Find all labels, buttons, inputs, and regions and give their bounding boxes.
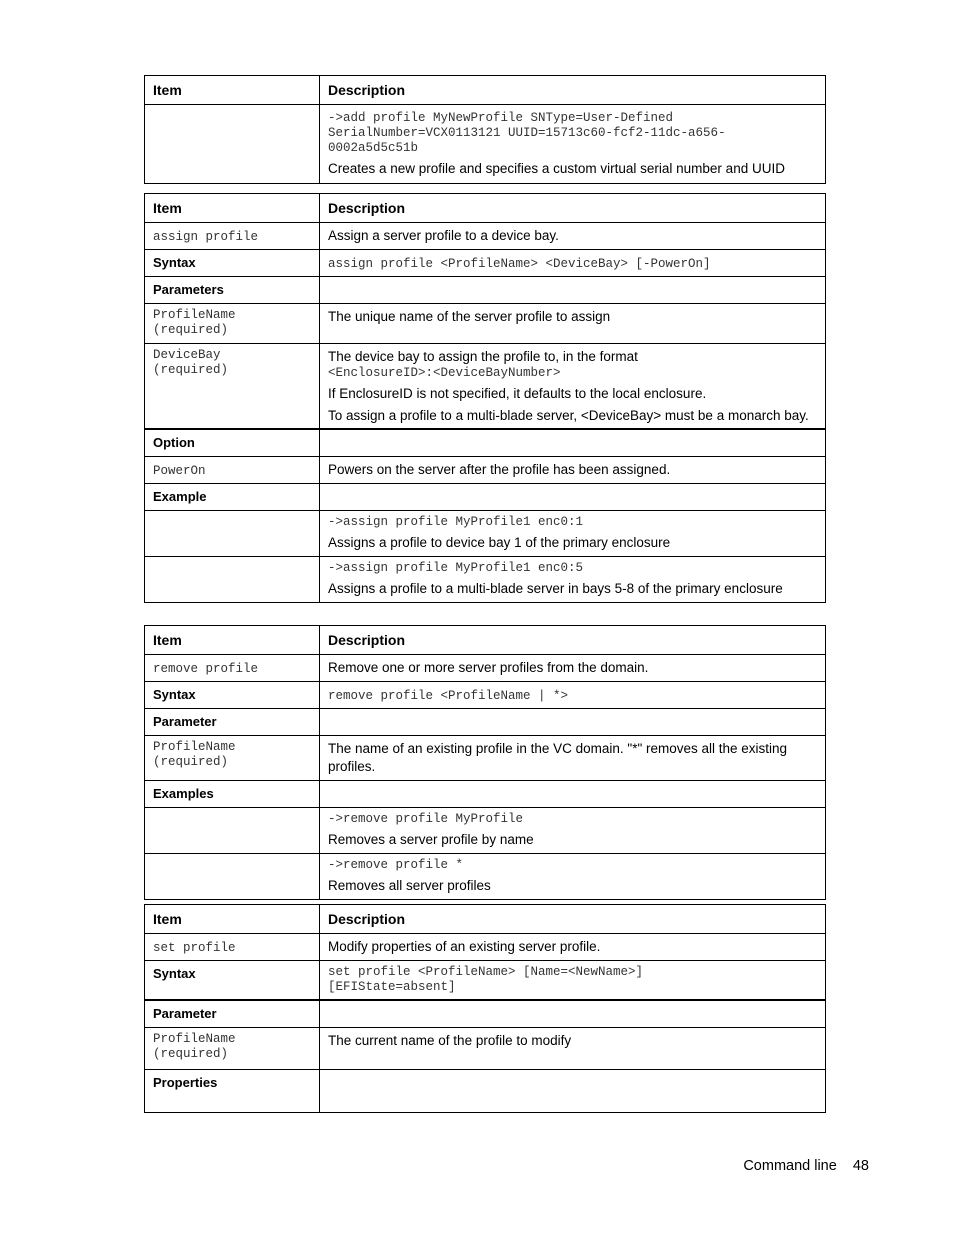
- param-name: ProfileName (required): [153, 308, 236, 337]
- param-description: The name of an existing profile in the VC domain. "*" removes all the existing profiles.: [328, 741, 788, 774]
- example-code: ->remove profile MyProfile: [328, 812, 524, 826]
- example-label: Example: [153, 489, 207, 504]
- example-text: Removes a server profile by name: [328, 832, 534, 847]
- table-row: [145, 105, 826, 184]
- example-text: Assigns a profile to a multi-blade server in bays 5-8 of the primary enclosure: [328, 581, 783, 596]
- syntax-value: assign profile <ProfileName> <DeviceBay> [-PowerOn]: [328, 257, 711, 271]
- example-code: ->remove profile *: [328, 858, 464, 872]
- header-item: Item: [145, 905, 320, 934]
- example-code: ->assign profile MyProfile1 enc0:1: [328, 515, 584, 529]
- example-text: Removes all server profiles: [328, 878, 491, 893]
- item-cell: [145, 105, 320, 184]
- header-item: Item: [145, 194, 320, 223]
- param-name: DeviceBay (required): [153, 348, 229, 377]
- example-label-row: [145, 484, 826, 511]
- header-description: Description: [320, 905, 826, 934]
- command-name: remove profile: [153, 662, 259, 676]
- param-note: If EnclosureID is not specified, it defaults to the local enclosure.: [328, 386, 707, 401]
- example-code: ->assign profile MyProfile1 enc0:5: [328, 561, 584, 575]
- syntax-label: Syntax: [153, 687, 196, 702]
- option-name: PowerOn: [153, 464, 206, 478]
- command-row: [145, 934, 826, 961]
- param-description: The unique name of the server profile to assign: [328, 309, 611, 324]
- command-description: Remove one or more server profiles from the domain.: [328, 660, 649, 675]
- example-code: ->add profile MyNewProfile SNType=User-Defined SerialNumber=VCX0113121 UUID=15713c60-fcf2-11dc-a656- 0002a5d5c51b: [328, 111, 726, 155]
- option-label: Option: [153, 435, 195, 450]
- header-item: Item: [145, 626, 320, 655]
- examples-label: Examples: [153, 786, 214, 801]
- syntax-row: [145, 961, 826, 1001]
- example-text: Creates a new profile and specifies a custom virtual serial number and UUID: [328, 161, 785, 176]
- syntax-label: Syntax: [153, 966, 196, 981]
- command-description: Modify properties of an existing server profile.: [328, 939, 601, 954]
- table-header-row: [145, 905, 826, 934]
- param-name: ProfileName (required): [153, 1032, 236, 1061]
- parameter-label-row: [145, 1000, 826, 1028]
- properties-label-row: [145, 1070, 826, 1113]
- header-item: Item: [145, 76, 320, 105]
- param-name: ProfileName (required): [153, 740, 236, 769]
- table-header-row: [145, 626, 826, 655]
- example-row: [145, 854, 826, 900]
- syntax-label: Syntax: [153, 255, 196, 270]
- param-description: The device bay to assign the profile to, in the format: [328, 349, 638, 364]
- parameter-label-row: [145, 709, 826, 736]
- add-profile-table-continued: [144, 75, 826, 184]
- command-name: set profile: [153, 941, 236, 955]
- set-profile-table: [144, 904, 826, 1113]
- syntax-row: [145, 250, 826, 277]
- syntax-row: [145, 682, 826, 709]
- example-row: [145, 808, 826, 854]
- command-name: assign profile: [153, 230, 259, 244]
- param-row: [145, 304, 826, 344]
- option-row: [145, 457, 826, 484]
- page-footer: [743, 1158, 869, 1174]
- parameters-label: Parameters: [153, 282, 224, 297]
- header-description: Description: [320, 194, 826, 223]
- parameter-label: Parameter: [153, 1006, 217, 1021]
- example-row: [145, 557, 826, 603]
- example-text: Assigns a profile to device bay 1 of the primary enclosure: [328, 535, 671, 550]
- remove-profile-table: [144, 625, 826, 900]
- option-description: Powers on the server after the profile has been assigned.: [328, 462, 671, 477]
- param-description: The current name of the profile to modify: [328, 1033, 572, 1048]
- footer-section-title: Command line: [743, 1158, 837, 1174]
- command-description: Assign a server profile to a device bay.: [328, 228, 559, 243]
- param-format-code: <EnclosureID>:<DeviceBayNumber>: [328, 366, 561, 380]
- syntax-value: set profile <ProfileName> [Name=<NewName>] [EFIState=absent]: [328, 965, 644, 994]
- option-label-row: [145, 429, 826, 457]
- param-row: [145, 1028, 826, 1070]
- param-note: To assign a profile to a multi-blade server, <DeviceBay> must be a monarch bay.: [328, 408, 809, 423]
- command-row: [145, 223, 826, 250]
- assign-profile-table: [144, 193, 826, 603]
- parameters-label-row: [145, 277, 826, 304]
- param-row: [145, 344, 826, 430]
- table-header-row: [145, 76, 826, 105]
- page-number: 48: [852, 1158, 869, 1174]
- param-row: [145, 736, 826, 781]
- examples-label-row: [145, 781, 826, 808]
- table-header-row: [145, 194, 826, 223]
- syntax-value: remove profile <ProfileName | *>: [328, 689, 569, 703]
- command-row: [145, 655, 826, 682]
- properties-label: Properties: [153, 1075, 218, 1090]
- parameter-label: Parameter: [153, 714, 217, 729]
- header-description: Description: [320, 76, 826, 105]
- example-row: [145, 511, 826, 557]
- header-description: Description: [320, 626, 826, 655]
- description-cell: [320, 105, 826, 184]
